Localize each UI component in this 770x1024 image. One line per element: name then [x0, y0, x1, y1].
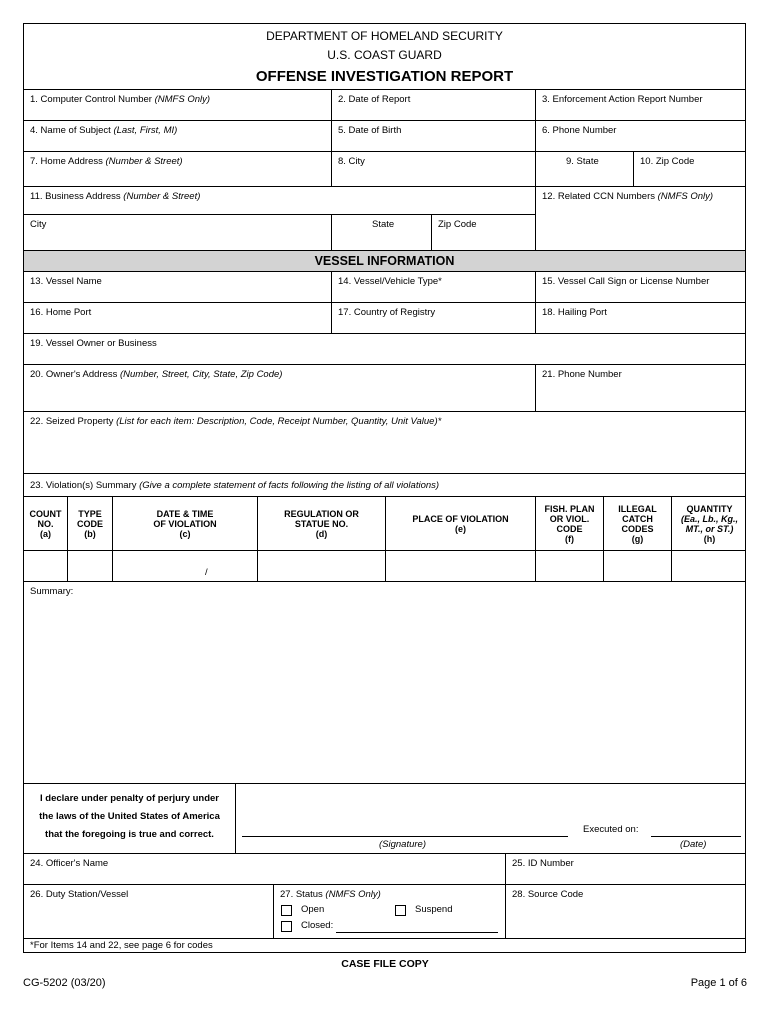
- id-number-label: 25. ID Number: [512, 858, 574, 869]
- illegal-catch-codes-input[interactable]: [604, 551, 672, 581]
- subject-name-note: (Last, First, MI): [113, 125, 178, 136]
- business-address-note: (Number & Street): [123, 191, 201, 202]
- date-time-input[interactable]: [113, 551, 258, 581]
- subject-name-field[interactable]: [24, 121, 332, 151]
- related-ccn-numbers-field[interactable]: [536, 187, 747, 250]
- subject-name-label: 4. Name of Subject: [30, 125, 114, 136]
- summary-field[interactable]: [24, 582, 745, 784]
- enforcement-action-report-number-field[interactable]: [536, 90, 747, 120]
- country-of-registry-label: 17. Country of Registry: [338, 307, 436, 318]
- vessel-type-label: 14. Vessel/Vehicle Type*: [338, 276, 442, 287]
- declaration-row: [24, 784, 745, 854]
- col-fish-plan-code: FISH. PLAN OR VIOL. CODE (f): [536, 497, 604, 550]
- state-label: 9. State: [566, 156, 599, 167]
- page-number: Page 1 of 6: [690, 977, 747, 989]
- department-name: DEPARTMENT OF HOMELAND SECURITY: [266, 29, 503, 43]
- regulation-input[interactable]: [258, 551, 386, 581]
- place-of-violation-input[interactable]: [386, 551, 536, 581]
- row-identifiers: [24, 90, 745, 121]
- col-quantity: QUANTITY (Ea., Lb., Kg., MT., or ST.) (h): [680, 503, 738, 544]
- computer-control-number-field[interactable]: [24, 90, 332, 120]
- agency-name: U.S. COAST GUARD: [327, 48, 442, 62]
- state-field[interactable]: [536, 152, 634, 186]
- owner-phone-field[interactable]: [536, 365, 747, 411]
- col-type-code: TYPE CODE (b): [68, 497, 113, 550]
- vessel-owner-field[interactable]: [24, 334, 745, 365]
- status-note: (NMFS Only): [325, 889, 381, 900]
- status-label: 27. Status: [280, 889, 326, 900]
- open-label: Open: [301, 904, 325, 915]
- business-state-label: State: [372, 219, 395, 230]
- suspend-checkbox[interactable]: [395, 905, 406, 916]
- source-code-field[interactable]: [506, 885, 747, 938]
- closed-date-line[interactable]: [336, 932, 498, 933]
- violation-row: [24, 551, 745, 582]
- source-code-label: 28. Source Code: [512, 889, 584, 900]
- country-of-registry-field[interactable]: [332, 303, 536, 333]
- violation-table-header: [24, 497, 745, 551]
- business-city-field[interactable]: [24, 215, 332, 250]
- owner-address-field[interactable]: [24, 365, 536, 411]
- vessel-call-sign-label: 15. Vessel Call Sign or License Number: [542, 276, 710, 287]
- business-address-block: [24, 187, 536, 250]
- seized-property-note: (List for each item: Description, Code, Receipt Number, Quantity, Unit Value)*: [116, 416, 442, 427]
- row-business-address: [24, 187, 745, 250]
- owner-address-note: (Number, Street, City, State, Zip Code): [120, 369, 283, 380]
- enforcement-action-report-number-label: 3. Enforcement Action Report Number: [542, 94, 703, 105]
- row-home-port: [24, 303, 745, 334]
- count-no-input[interactable]: [24, 551, 68, 581]
- zip-code-field[interactable]: [634, 152, 747, 186]
- declaration-statement: I declare under penalty of perjury under the laws of the United States of America that the foregoing is true and correct.: [24, 784, 236, 853]
- summary-label: Summary:: [30, 586, 74, 597]
- home-port-label: 16. Home Port: [30, 307, 92, 318]
- business-address-field[interactable]: [24, 187, 535, 215]
- home-address-note: (Number & Street): [105, 156, 183, 167]
- phone-number-field[interactable]: [536, 121, 747, 151]
- signature-line[interactable]: [242, 836, 568, 837]
- duty-station-label: 26. Duty Station/Vessel: [30, 889, 129, 900]
- zip-code-label: 10. Zip Code: [640, 156, 695, 167]
- vessel-name-field[interactable]: [24, 272, 332, 302]
- date-of-report-field[interactable]: [332, 90, 536, 120]
- business-zip-field[interactable]: [432, 215, 536, 250]
- row-subject: [24, 121, 745, 152]
- date-of-birth-label: 5. Date of Birth: [338, 125, 402, 136]
- business-city-label: City: [30, 219, 47, 230]
- violations-summary-label: 23. Violation(s) Summary: [30, 480, 140, 491]
- form-id: CG-5202 (03/20): [23, 977, 106, 989]
- city-label: 8. City: [338, 156, 365, 167]
- officer-name-field[interactable]: [24, 854, 506, 884]
- date-time-separator: /: [205, 567, 208, 578]
- related-ccn-note: (NMFS Only): [657, 191, 714, 202]
- officer-name-label: 24. Officer's Name: [30, 858, 109, 869]
- business-state-field[interactable]: [332, 215, 432, 250]
- row-owner-address: [24, 365, 745, 412]
- col-place-of-violation: PLACE OF VIOLATION (e): [386, 497, 536, 550]
- date-line[interactable]: [651, 836, 741, 837]
- case-file-copy-label: CASE FILE COPY: [341, 958, 429, 970]
- suspend-label: Suspend: [415, 904, 453, 915]
- executed-on-label: Executed on:: [583, 824, 639, 835]
- home-address-field[interactable]: [24, 152, 332, 186]
- owner-address-label: 20. Owner's Address: [30, 369, 120, 380]
- computer-control-number-label: 1. Computer Control Number: [30, 94, 155, 105]
- vessel-type-field[interactable]: [332, 272, 536, 302]
- vessel-call-sign-field[interactable]: [536, 272, 747, 302]
- row-vessel-name: [24, 272, 745, 303]
- id-number-field[interactable]: [506, 854, 747, 884]
- col-date-time: DATE & TIME OF VIOLATION (c): [113, 497, 258, 550]
- violations-summary-note: (Give a complete statement of facts following the listing of all violations): [139, 480, 440, 491]
- vessel-owner-label: 19. Vessel Owner or Business: [30, 338, 157, 349]
- form-header: [24, 24, 745, 90]
- closed-label: Closed:: [301, 920, 334, 931]
- vessel-name-label: 13. Vessel Name: [30, 276, 102, 287]
- col-illegal-catch-codes: ILLEGAL CATCH CODES (g): [604, 497, 672, 550]
- col-regulation: REGULATION OR STATUE NO. (d): [258, 497, 386, 550]
- open-checkbox[interactable]: [281, 905, 292, 916]
- signature-block: [236, 784, 747, 853]
- date-of-birth-field[interactable]: [332, 121, 536, 151]
- hailing-port-field[interactable]: [536, 303, 747, 333]
- type-code-input[interactable]: [68, 551, 113, 581]
- business-zip-label: Zip Code: [438, 219, 477, 230]
- closed-checkbox[interactable]: [281, 921, 292, 932]
- business-address-label: 11. Business Address: [30, 191, 124, 202]
- offense-investigation-form: [23, 23, 746, 953]
- col-count-no: COUNT NO. (a): [24, 497, 68, 550]
- seized-property-label: 22. Seized Property: [30, 416, 117, 427]
- fish-plan-code-input[interactable]: [536, 551, 604, 581]
- form-title: OFFENSE INVESTIGATION REPORT: [255, 68, 514, 85]
- violations-summary-label-row: [24, 474, 745, 497]
- hailing-port-label: 18. Hailing Port: [542, 307, 607, 318]
- footnote: *For Items 14 and 22, see page 6 for codes: [30, 940, 213, 951]
- signature-caption: (Signature): [379, 839, 426, 850]
- home-address-label: 7. Home Address: [30, 156, 106, 167]
- date-caption: (Date): [680, 839, 707, 850]
- related-ccn-numbers-label: 12. Related CCN Numbers: [542, 191, 658, 202]
- status-field: [274, 885, 506, 938]
- quantity-input[interactable]: [672, 551, 747, 581]
- phone-number-label: 6. Phone Number: [542, 125, 617, 136]
- date-of-report-label: 2. Date of Report: [338, 94, 411, 105]
- nmfs-only-note: (NMFS Only): [154, 94, 211, 105]
- row-officer: [24, 854, 745, 885]
- row-home-address: [24, 152, 745, 187]
- row-duty-status: [24, 885, 745, 939]
- duty-station-field[interactable]: [24, 885, 274, 938]
- seized-property-field[interactable]: [24, 412, 745, 474]
- vessel-information-header: VESSEL INFORMATION: [24, 250, 745, 272]
- city-field[interactable]: [332, 152, 536, 186]
- home-port-field[interactable]: [24, 303, 332, 333]
- footnote-row: [24, 939, 745, 954]
- owner-phone-label: 21. Phone Number: [542, 369, 622, 380]
